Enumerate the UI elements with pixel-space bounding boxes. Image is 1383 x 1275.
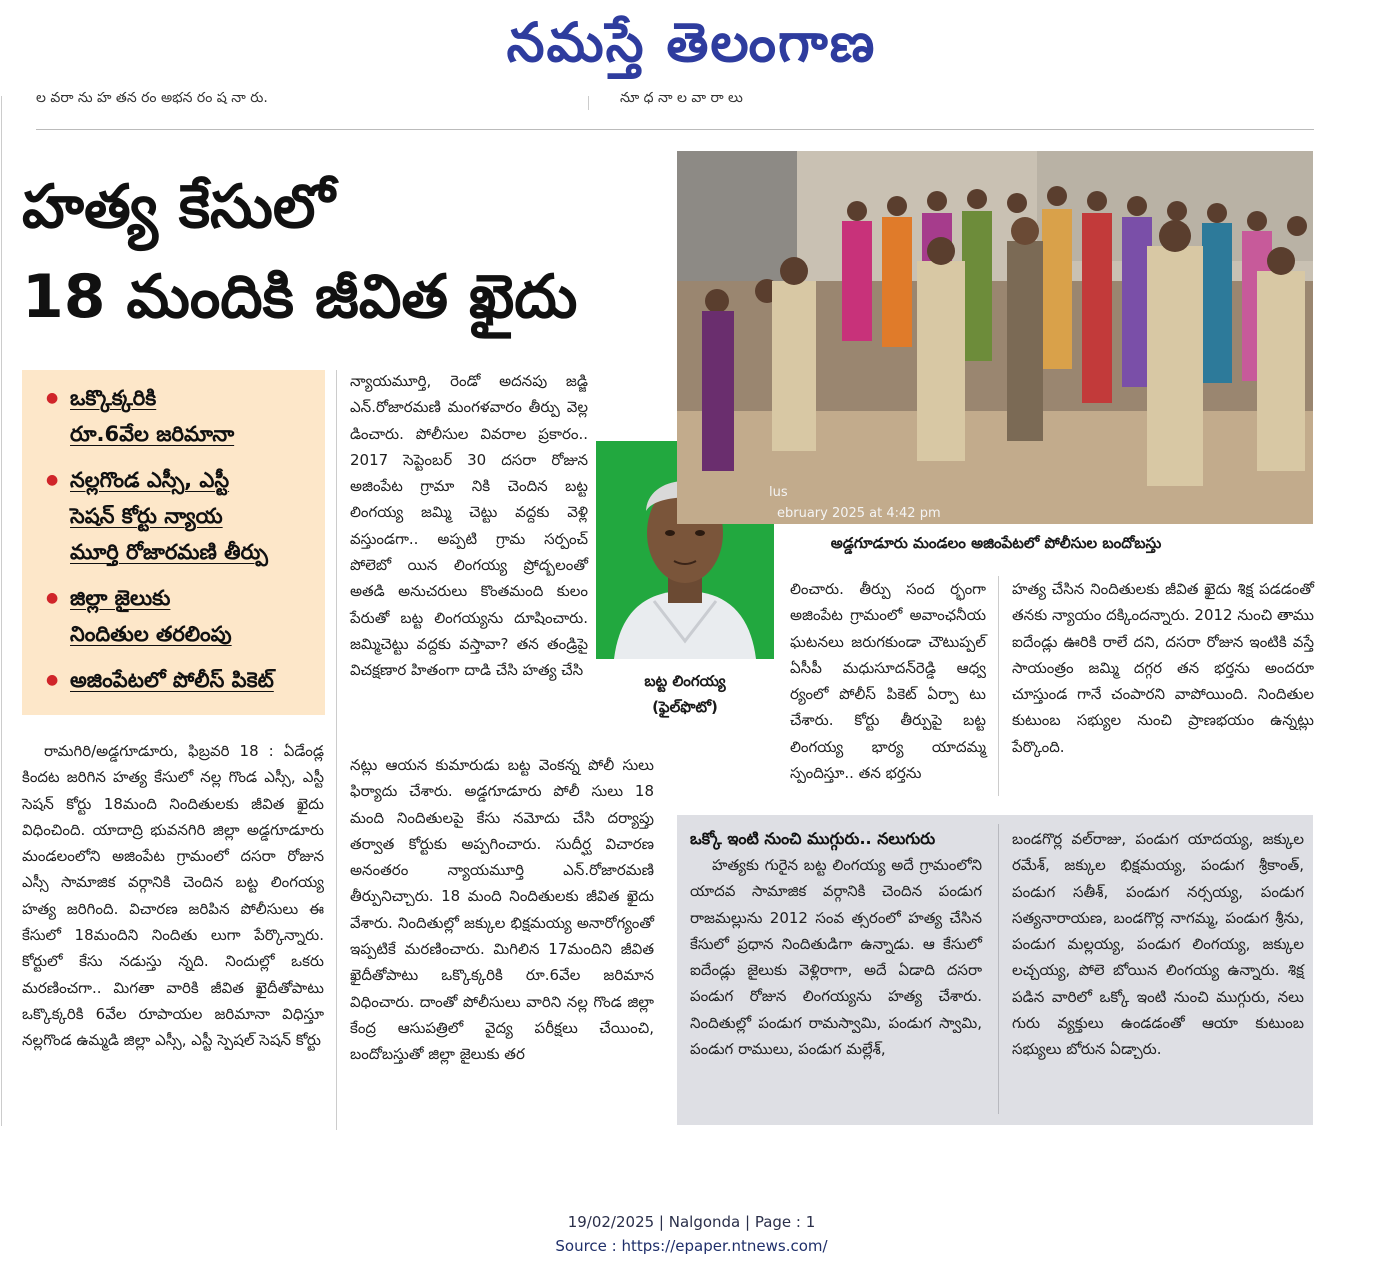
highlight-line: ● ఒక్కొక్కరికి: [70, 386, 157, 410]
highlight-line: సెషన్ కోర్టు న్యాయ: [70, 504, 223, 528]
page-edge-rule: [1, 96, 2, 1126]
column-divider: [588, 96, 589, 110]
crowd-police-illustration: [677, 151, 1313, 524]
highlight-line: నిందితుల తరలింపు: [70, 622, 232, 646]
footer-edition-info: 19/02/2025 | Nalgonda | Page : 1: [567, 1213, 816, 1231]
footer-source-link[interactable]: Source : https://epaper.ntnews.com/: [555, 1237, 828, 1255]
masthead-logo: నమస్తే తెలంగాణ: [506, 11, 877, 74]
article-column-3: [790, 576, 986, 783]
inset-caption-name: బట్ట లింగయ్య: [644, 672, 726, 690]
photo-overlay-text: lus: [769, 485, 788, 500]
body-paragraph: న్యాయమూర్తి, రెండో అదనపు జడ్జి ఎన్.రోజారమణి మంగళవారం తీర్పు వెల్ల డించారు. పోలీసుల వివరాల ప్రకారం.. 2017 సెప్టెంబర్ 30 దసరా రోజున అజింపేట గ్రామా నికి చెందిన బట్ట లింగయ్య జమ్మి చెట్టు వద్దకు వెళ్లి వస్తుండగా.. అప్పటి గ్రామ సర్పంచ్ పోలెబో యిన లింగయ్య ప్రోద్బలంతో అతడి అనుచరులు కొంతమంది కులం పేరుతో బట్ట లింగయ్యను దూషించారు. జమ్మిచెట్టు వద్దకు వస్తావా? తన తండ్రిపై విచక్షణార హితంగా దాడి చేసి హత్య చేసి: [350, 372, 588, 680]
column-divider: [998, 576, 999, 796]
article-column-2-top: [350, 368, 588, 758]
highlight-item: [46, 662, 315, 698]
highlight-line: రూ.6వేల జరిమానా: [70, 422, 235, 446]
article-headline: [22, 162, 662, 342]
highlight-line: ● నల్లగొండ ఎస్సీ, ఎస్టీ: [70, 468, 230, 492]
cutoff-text-left: ల వరా ను హ తన రం అభన రం ష నా రు.: [36, 90, 268, 106]
sidebar-story-title: ఒక్కో ఇంటి నుంచి ముగ్గురు.. నలుగురు: [690, 829, 936, 848]
inset-caption-note: (ఫైల్‌ఫొటో): [652, 698, 718, 716]
article-column-4: [1012, 576, 1314, 798]
body-paragraph: రామగిరి/అడ్డగూడూరు, ఫిబ్రవరి 18 : ఏడేండ్ల కిందట జరిగిన హత్య కేసులో నల్ల గొండ ఎస్సీ, ఎస్టీ సెషన్ కోర్టు 18మంది నిందితులకు జీవిత ఖైదు విధించింది. యాదాద్రి భువనగిరి జిల్లా అడ్డగూడూరు మండలంలోని అజింపేట గ్రామంలో దసరా రోజున ఎస్సీ సామాజిక వర్గానికి చెందిన బట్ట లింగయ్య హత్య జరిగింది. విచారణ జరిపిన పోలీసులు ఈ కేసులో 18మందిని నిందితు లుగా పేర్కొన్నారు. కోర్టులో కేసు నడుస్తు న్నది. నిందుల్లో ఒకరు మరణించగా.. మిగతా వారికి జీవిత ఖైదీతోపాటు ఒక్కొక్కరికి 6వేల రూపాయల జరిమానా విధిస్తూ నల్లగొండ ఉమ్మడి జిల్లా ఎస్సీ, ఎస్టీ స్పెషల్ సెషన్ కోర్టు: [22, 742, 324, 1050]
main-photo-caption: అడ్డగూడూరు మండలం అజింపేటలో పోలీసుల బందోబస్తు: [830, 534, 1162, 552]
cutoff-text-right: నూ ధ నా ల వా రా లు: [620, 90, 743, 106]
highlight-line: మూర్తి రోజారమణి తీర్పు: [70, 540, 268, 564]
highlight-line: ● జిల్లా జైలుకు: [70, 586, 171, 610]
sidebar-column-right: [1012, 826, 1304, 1114]
highlight-item: [46, 580, 315, 652]
highlight-item: [46, 462, 315, 570]
highlight-item: [46, 380, 315, 452]
column-divider: [336, 370, 337, 1130]
body-paragraph: లించారు. తీర్పు సంద ర్భంగా అజింపేట గ్రామంలో అవాంఛనీయ ఘటనలు జరుగకుండా చౌటుప్పల్ ఏసీపీ మధుసూదన్‌రెడ్డి ఆధ్వ ర్యంలో పోలీస్ పికెట్ ఏర్పా టు చేశారు. కోర్టు తీర్పుపై బట్ట లింగయ్య భార్య యాదమ్మ స్పందిస్తూ.. తన భర్తను: [790, 580, 986, 783]
body-paragraph: నట్లు ఆయన కుమారుడు బట్ట వెంకన్న పోలీ సులు ఫిర్యాదు చేశారు. అడ్డగూడూరు పోలీ సులు 18 మంది నిందితులపై కేసు నమోదు చేసి దర్యాప్తు తర్వాత కోర్టుకు అప్పగించారు. సుదీర్ఘ విచారణ అనంతరం న్యాయమూర్తి ఎన్.రోజారమణి తీర్పునిచ్చారు. 18 మంది నిందితులకు జీవిత ఖైదు వేశారు. నిందితుల్లో జక్కుల భిక్షమయ్య అనారోగ్యంతో ఇప్పటికే మరణించారు. మిగిలిన 17మందిని జీవిత ఖైదీతోపాటు ఒక్కొక్కరికి రూ.6వేల జరిమాన విధించారు. దాంతో పోలీసులు వారిని నల్ల గొండ జిల్లా కేంద్ర ఆసుపత్రిలో వైద్య పరీక్షలు చేయించి, బందోబస్తుతో జిల్లా జైలుకు తర: [350, 756, 654, 1064]
body-paragraph: హత్యకు గురైన బట్ట లింగయ్య అదే గ్రామంలోని యాదవ సామాజిక వర్గానికి చెందిన పండుగ రాజమల్లును 2012 సంవ త్సరంలో హత్య చేసిన కేసులో ప్రధాన నిందితుడిగా ఉన్నాడు. ఆ కేసులో ఐదేండ్లు జైలుకు వెళ్లిరాగా, అదే ఏడాది దసరా పండుగ రోజున లింగయ్యను హత్య చేశారు. నిందితుల్లో పండుగ రామస్వామి, పండుగ స్వామి, పండుగ రాములు, పండుగ మల్లేశ్,: [690, 856, 982, 1059]
body-paragraph: బండగొర్ల వల్‌రాజు, పండుగ యాదయ్య, జక్కుల రమేశ్, జక్కుల భిక్షమయ్య, పండుగ శ్రీకాంత్, పండుగ సతీశ్, పండుగ నర్సయ్య, పండుగ సత్యనారాయణ, బండగొర్ల నాగమ్మ, పండుగ శ్రీను, పండుగ మల్లయ్య, పండుగ లింగయ్య, జక్కుల లచ్చయ్య, పోలె బోయిన లింగయ్య ఉన్నారు. శిక్ష పడిన వారిలో ఒక్కో ఇంటి నుంచి ముగ్గురు, నలు గురు వ్యక్తులు ఉండడంతో ఆయా కుటుంబ సభ్యులు బోరున ఏడ్చారు.: [1012, 830, 1304, 1059]
body-paragraph: హత్య చేసిన నిందితులకు జీవిత ఖైదు శిక్ష పడడంతో తనకు న్యాయం దక్కిందన్నారు. 2012 నుంచి తాము ఐదేండ్లు ఊరికి రాలే దని, దసరా రోజున ఇంటికి వస్తే సాయంత్రం జమ్మి దగ్గర తన భర్తను అందరూ చూస్తుండ గానే చంపారని వాపోయింది. నిందితుల కుటుంబ సభ్యుల నుంచి ప్రాణభయం ఉన్నట్లు పేర్కొంది.: [1012, 580, 1314, 756]
inset-caption: [596, 668, 774, 720]
section-rule: [36, 129, 1314, 130]
highlights-box: [22, 370, 325, 715]
main-news-photo: [677, 151, 1313, 524]
page-footer: [0, 1210, 1383, 1258]
headline-line-2: 18 మందికి జీవిత ఖైదు: [22, 262, 578, 332]
headline-line-1: హత్య కేసులో: [22, 172, 335, 242]
photo-timestamp-overlay: ebruary 2025 at 4:42 pm: [777, 506, 941, 521]
column-divider: [998, 824, 999, 1114]
highlight-line: ● అజింపేటలో పోలీస్ పికెట్: [70, 668, 274, 692]
spacer: [677, 565, 678, 795]
sidebar-column-left: [690, 852, 982, 1114]
article-column-2-bottom: [350, 752, 654, 1112]
article-column-1: [22, 738, 324, 1130]
